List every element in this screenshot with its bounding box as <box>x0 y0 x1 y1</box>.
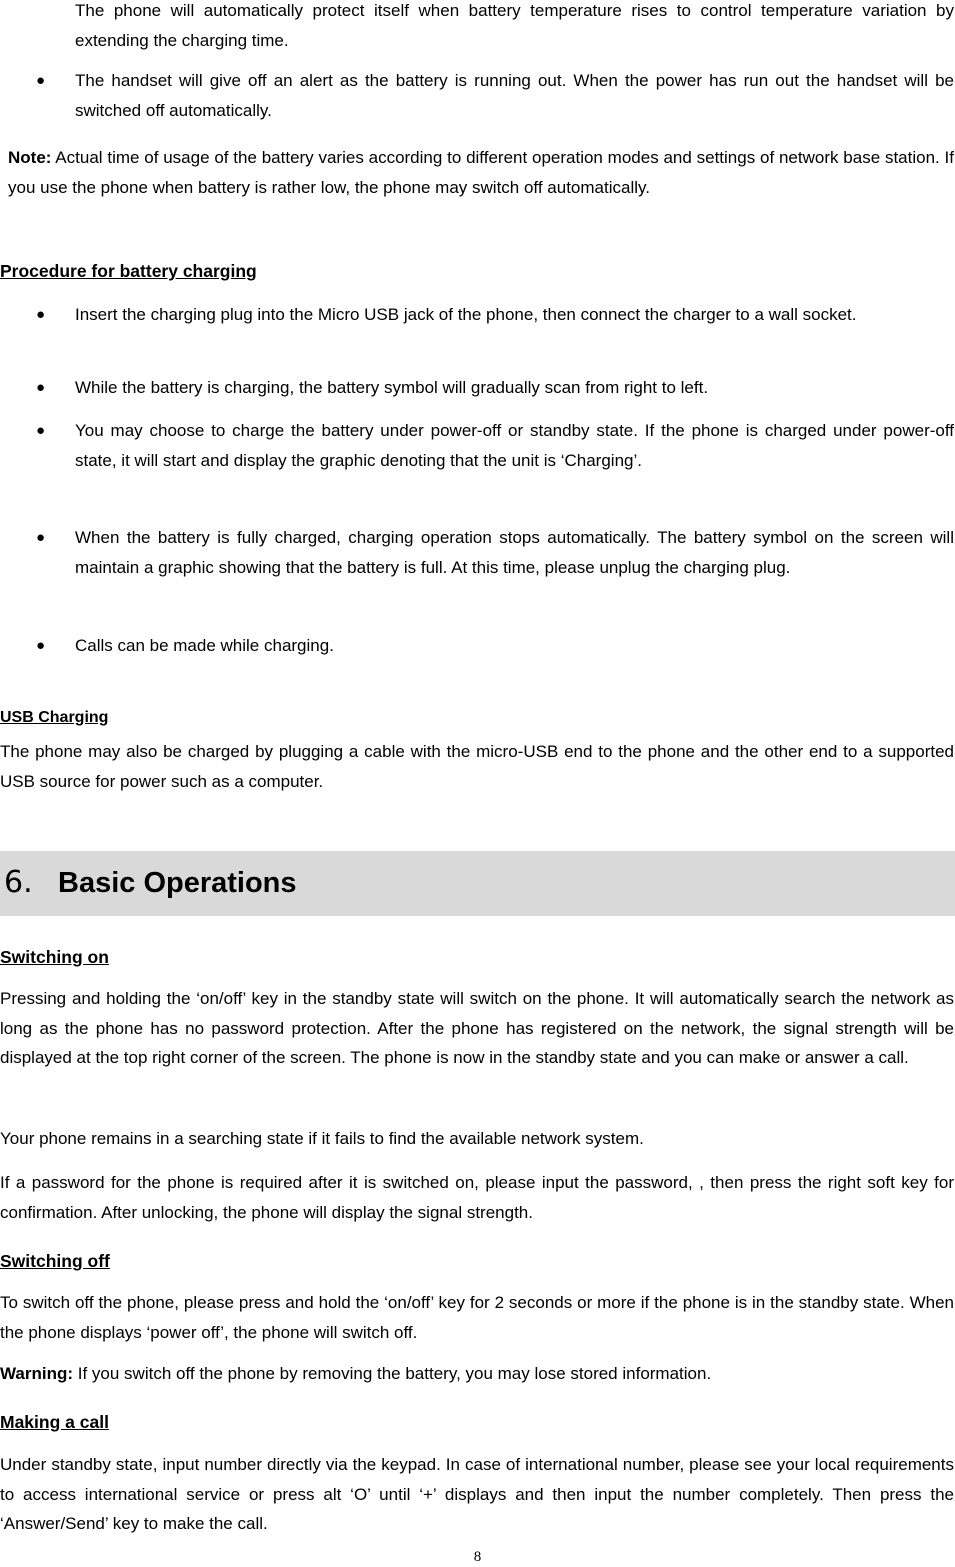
charging-intro-paragraph: The phone will automatically protect itself when battery temperature rises to control temperature variation by extending the charging time. <box>75 1 954 50</box>
bullet-icon: ● <box>36 306 46 323</box>
usb-charging-paragraph: The phone may also be charged by plugging a cable with the micro-USB end to the phone and the other end to a supported USB source for power such as a computer. <box>0 742 954 791</box>
procedure-item: When the battery is fully charged, charging operation stops automatically. The battery symbol on the screen will maintain a graphic showing that the battery is full. At this time, please unplug the charging plug. <box>75 528 954 577</box>
making-call-paragraph: Under standby state, input number directly via the keypad. In case of international number, please see your local requirements to access international service or press alt ‘O’ until ‘+’ displays and then input the number completely. Then press the ‘Answer/Send’ key to make the call. <box>0 1455 954 1533</box>
page-number: 8 <box>473 1549 482 1565</box>
procedure-item: Calls can be made while charging. <box>75 636 334 655</box>
battery-alert-bullet: The handset will give off an alert as the battery is running out. When the power has run out the handset will be switched off automatically. <box>75 71 954 120</box>
warning-paragraph <box>0 1359 954 1389</box>
section-banner <box>0 851 955 916</box>
procedure-item: Insert the charging plug into the Micro USB jack of the phone, then connect the charger to a wall socket. <box>75 305 857 324</box>
note-text: Actual time of usage of the battery varies according to different operation modes and settings of network base station. If you use the phone when battery is rather low, the phone may switch off automatically. <box>8 148 954 197</box>
bullet-icon: ● <box>36 72 46 89</box>
password-paragraph: If a password for the phone is required after it is switched on, please input the password, , then press the right soft key for confirmation. After unlocking, the phone will display the signal strength. <box>0 1173 954 1222</box>
bullet-icon: ● <box>36 529 46 546</box>
procedure-item: You may choose to charge the battery under power-off or standby state. If the phone is charged under power-off state, it will start and display the graphic denoting that the unit is ‘Charging’. <box>75 421 954 470</box>
usb-charging-heading: USB Charging <box>0 709 109 726</box>
note-label: Note: <box>8 148 52 167</box>
procedure-item: While the battery is charging, the battery symbol will gradually scan from right to left. <box>75 378 709 397</box>
bullet-icon: ● <box>36 422 46 439</box>
switching-on-heading: Switching on <box>0 947 109 967</box>
making-call-heading: Making a call <box>0 1412 109 1432</box>
bullet-icon: ● <box>36 637 46 654</box>
section-number: 6. <box>4 865 33 900</box>
searching-state-paragraph: Your phone remains in a searching state if it fails to find the available network system. <box>0 1129 644 1148</box>
switching-off-paragraph: To switch off the phone, please press and hold the ‘on/off’ key for 2 seconds or more if the phone is in the standby state. When the phone displays ‘power off’, the phone will switch off. <box>0 1293 954 1342</box>
bullet-icon: ● <box>36 379 46 396</box>
warning-text: If you switch off the phone by removing the battery, you may lose stored information. <box>73 1364 712 1383</box>
switching-on-paragraph: Pressing and holding the ‘on/off’ key in the standby state will switch on the phone. It will automatically search the network as long as the phone has no password protection. After the phone has registered on the network, the signal strength will be displayed at the top right corner of the screen. The phone is now in the standby state and you can make or answer a call. <box>0 989 954 1067</box>
warning-label: Warning: <box>0 1364 74 1383</box>
switching-off-heading: Switching off <box>0 1251 110 1271</box>
section-title: Basic Operations <box>58 867 297 899</box>
procedure-heading: Procedure for battery charging <box>0 261 257 281</box>
note-paragraph <box>8 143 954 202</box>
